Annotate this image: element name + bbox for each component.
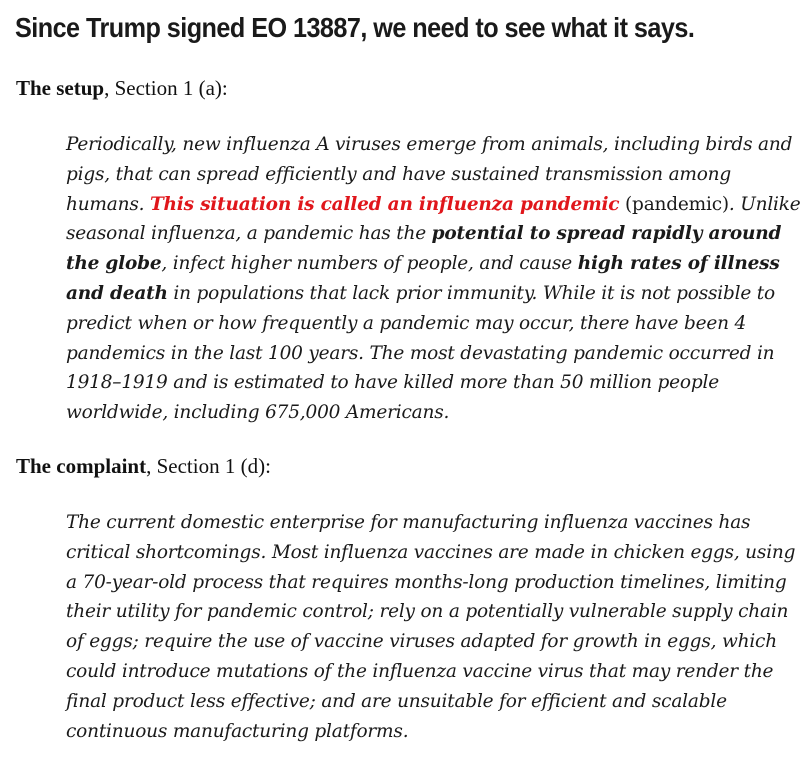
- setup-quote-line: pandemics in the last 100 years. The most devastating pandemic occurred in: [66, 342, 775, 364]
- setup-quote-line: predict when or how frequently a pandemic may occur, there have been 4: [66, 312, 747, 334]
- complaint-quote: [66, 508, 796, 746]
- complaint-label-rest: , Section 1 (d):: [146, 454, 271, 478]
- setup-quote-line: worldwide, including 675,000 Americans.: [66, 402, 450, 424]
- setup-quote-line: [66, 249, 778, 279]
- setup-quote-line: pigs, that can spread efficiently and have sustained transmission among: [66, 163, 732, 185]
- setup-quote-text: seasonal influenza, a pandemic has the: [66, 223, 432, 245]
- setup-quote-text: (pandemic): [619, 193, 729, 215]
- setup-quote-emphasis: the globe: [66, 253, 162, 275]
- setup-quote-text: . Unlike: [728, 193, 801, 215]
- setup-quote-emphasis: and death: [66, 282, 168, 304]
- setup-quote-emphasis: potential to spread rapidly around: [431, 223, 782, 245]
- page-title: Since Trump signed EO 13887, we need to see what it says.: [15, 12, 695, 43]
- complaint-quote-line: of eggs; require the use of vaccine viruses adapted for growth in eggs, which: [66, 631, 777, 653]
- complaint-quote-line: a 70-year-old process that requires months-long production timelines, limiting: [66, 571, 787, 593]
- setup-quote-emphasis: high rates of illness: [577, 253, 780, 275]
- setup-quote-line: [66, 219, 782, 249]
- setup-quote-line: 1918–1919 and is estimated to have killed more than 50 million people: [66, 372, 719, 394]
- complaint-label-bold: The complaint: [16, 454, 147, 478]
- setup-quote-text: , infect higher numbers of people, and cause: [161, 253, 578, 275]
- setup-quote-line: [66, 190, 801, 220]
- setup-quote-line: [66, 279, 778, 309]
- complaint-quote-line: final product less effective; and are unsuitable for efficient and scalable: [66, 690, 727, 712]
- setup-quote-text: in populations that lack prior immunity. While it is not possible to: [167, 282, 775, 304]
- complaint-quote-line: continuous manufacturing platforms.: [66, 720, 409, 742]
- setup-quote: [66, 130, 801, 428]
- complaint-quote-line: their utility for pandemic control; rely on a potentially vulnerable supply chain: [66, 601, 789, 623]
- setup-section-label: [16, 76, 228, 101]
- complaint-quote-line: critical shortcomings. Most influenza vaccines are made in chicken eggs, using: [66, 541, 796, 563]
- setup-quote-line: Periodically, new influenza A viruses emerge from animals, including birds and: [66, 134, 793, 155]
- pandemic-definition-highlight: This situation is called an influenza pandemic: [149, 193, 620, 215]
- complaint-quote-line: could introduce mutations of the influenza vaccine virus that may render the: [66, 660, 774, 682]
- setup-label-rest: , Section 1 (a):: [104, 76, 228, 100]
- setup-quote-text: humans.: [66, 193, 150, 215]
- complaint-section-label: [16, 454, 271, 479]
- setup-label-bold: The setup: [16, 76, 105, 100]
- complaint-quote-line: The current domestic enterprise for manufacturing influenza vaccines has: [66, 512, 751, 533]
